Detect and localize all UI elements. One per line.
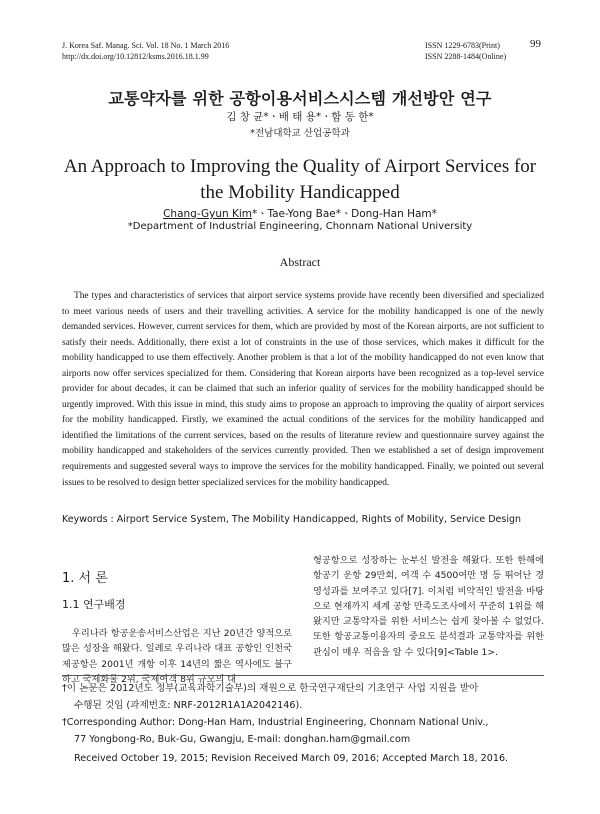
- page-number: 99: [530, 38, 541, 50]
- subsection-heading-background: 1.1 연구배경: [62, 598, 126, 611]
- english-affiliation: *Department of Industrial Engineering, Chonnam National University: [127, 221, 473, 232]
- corresponding-line-2: 77 Yongbong-Ro, Buk-Gu, Gwangju, E-mail: donghan.ham@gmail.com: [74, 733, 411, 745]
- abstract-body: [62, 289, 544, 491]
- received-line: Received October 19, 2015; Revision Received March 09, 2016; Accepted March 18, 2016.: [74, 753, 509, 764]
- english-title: [40, 154, 560, 206]
- issn-block: [425, 40, 506, 62]
- korean-authors: 김 창 균*ㆍ배 태 용*ㆍ함 동 한*: [226, 111, 374, 123]
- korean-title: 교통약자를 위한 공항이용서비스시스템 개선방안 연구: [108, 89, 492, 108]
- funding-footnote: [62, 681, 544, 714]
- abstract-text: The types and characteristics of services that airport service systems provide have recently been diversified and specialized to meet various needs of users and their travelling activities. A service for the mobility handicapped is one of the newly demanded services. However, current services for them, which are provided by most of the Korean airports, are not sufficient to satisfy their needs. Additionally, there exist a lot of constraints in the use of those services, which makes it difficult for the mobility handicapped to use them effectively. Another problem is that a lot of the mobility handicapped do not even know that airports now offer services specialized for them. Considering that Korean airports have been recognized as a top-level service provider for about decades, it can be claimed that such an inferior quality of services for the mobility handicapped should be urgently improved. With this issue in mind, this study aims to propose an approach to improving the quality of airport services for the mobility handicapped. Firstly, we examined the actual conditions of the services for the mobility handicapped and identified the limitations of the current services, based on the results of literature review and questionnaire survey against the mobility handicapped and stakeholders of the services currently provided. Then we established a set of design improvement requirements and suggested several ways to improve the services for the mobility handicapped. Finally, we pointed out several issues to be resolved to design better specialized services for the mobility handicapped.: [62, 291, 544, 488]
- co-author-names: *ㆍTae-Yong Bae*ㆍDong-Han Ham*: [252, 208, 437, 220]
- funding-line-2: 수행된 것임 (과제번호: NRF-2012R1A1A2042146).: [74, 699, 303, 711]
- issn-print: ISSN 1229-6783(Print): [425, 41, 500, 50]
- section-heading-introduction: 1. 서 론: [62, 571, 108, 586]
- first-author-name: Chang-Gyun Kim: [163, 208, 253, 220]
- body-text-left: 우리나라 항공운송서비스산업은 지난 20년간 양적으로 많은 성장을 해왔다. 일례로 우리나라 대표 공항인 인천국제공항은 2001년 개항 이후 14년의 짧은 역사에도 불구하고 국제화물 2위, 국제여객 8위 규모의 대: [62, 628, 292, 685]
- doi-link[interactable]: http://dx.doi.org/10.12812/ksms.2016.18.1.99: [62, 52, 209, 61]
- body-text-right: 형공항으로 성장하는 눈부신 발전을 해왔다. 또한 한해에 항공기 운항 29만회, 여객 수 4500여만 명 등 뛰어난 경영성과를 보여주고 있다[7]. 이처럼 비약적인 발전을 바탕으로 현재까지 세계 공항 만족도조사에서 꾸준히 1위를 해왔지만 교통약자를 위한 서비스는 쉽게 찾아볼 수 없었다. 또한 항공교통이용자의 중요도 분석결과 교통약자를 위한 관심이 매우 적음을 알 수 있다[9]<Table 1>.: [313, 555, 544, 658]
- english-title-line-1: An Approach to Improving the Quality of Airport Services for: [63, 156, 537, 177]
- body-column-right: [313, 553, 544, 660]
- received-dates: [62, 751, 544, 768]
- journal-citation: J. Korea Saf. Manag. Sci. Vol. 18 No. 1 March 2016: [62, 41, 230, 50]
- abstract-heading: Abstract: [279, 255, 321, 269]
- journal-header: [62, 40, 229, 62]
- funding-line-1: †이 논문은 2012년도 정부(교육과학기술부)의 재원으로 한국연구재단의 기초연구 사업 지원을 받아: [62, 683, 479, 694]
- issn-online: ISSN 2288-1484(Online): [425, 52, 507, 61]
- keywords: Keywords : Airport Service System, The Mobility Handicapped, Rights of Mobility, Service Design: [62, 514, 522, 525]
- body-column-left: [62, 626, 292, 687]
- footnote-divider: [62, 675, 544, 676]
- corresponding-line-1: †Corresponding Author: Dong-Han Ham, Industrial Engineering, Chonnam National Univ.,: [62, 717, 489, 728]
- korean-affiliation: *전남대학교 산업공학과: [250, 128, 350, 139]
- english-authors: [0, 206, 600, 221]
- english-title-line-2: the Mobility Handicapped: [200, 182, 400, 203]
- corresponding-author-footnote: [62, 715, 544, 748]
